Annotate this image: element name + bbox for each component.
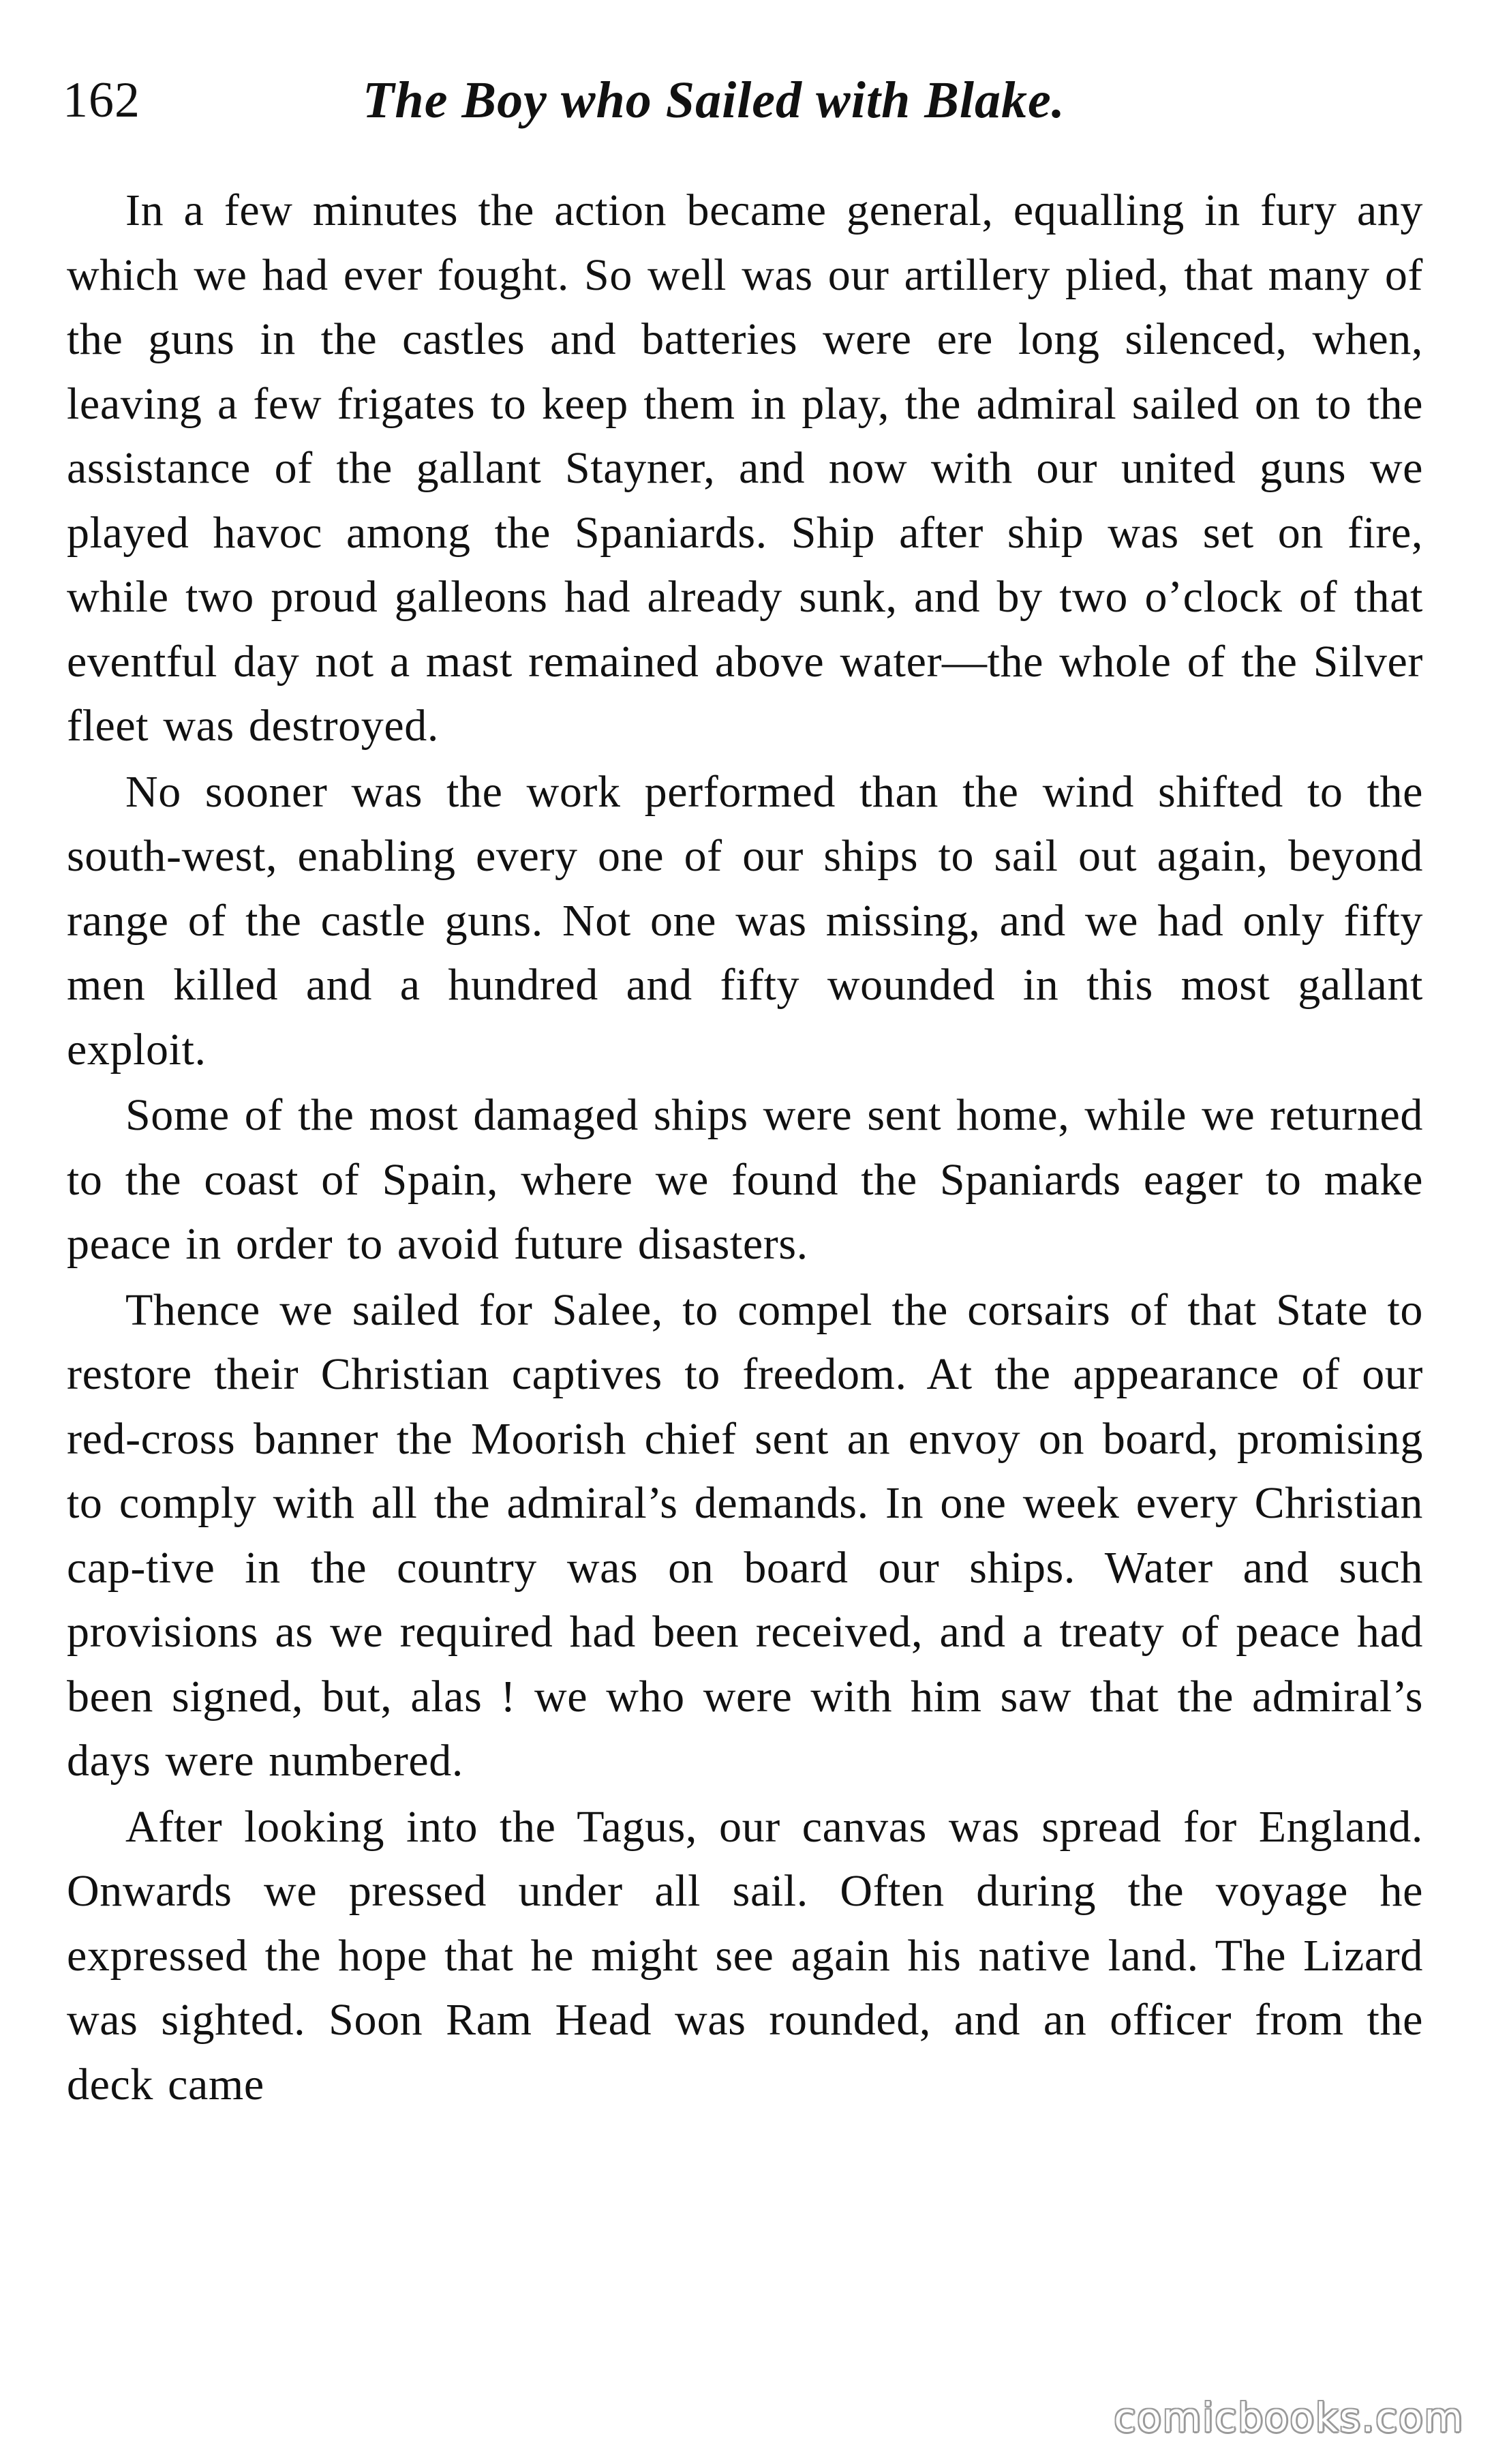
body-text: [67, 179, 1423, 2118]
paragraph: In a few minutes the action became general, equalling in fury any which we had ever fought. So well was our artillery plied, that many of the guns in the castles and batteries were ere long silenced, when, leaving a few frigates to keep them in play, the admiral sailed on to the assistance of the gallant Stayner, and now with our united guns we played havoc among the Spaniards. Ship after ship was set on fire, while two proud galleons had already sunk, and by two o’clock of that eventful day not a mast remained above water—the whole of the Silver fleet was destroyed.: [67, 185, 1423, 751]
paragraph: Thence we sailed for Salee, to compel the corsairs of that State to restore their Christian captives to freedom. At the appearance of our red-cross banner the Moorish chief sent an envoy on board, promising to comply with all the admiral’s demands. In one week every Christian cap-tive in the country was on board our ships. Water and such provisions as we required had been received, and a treaty of peace had been signed, but, alas ! we who were with him saw that the admiral’s days were numbered.: [67, 1284, 1423, 1786]
running-title: The Boy who Sailed with Blake.: [363, 72, 1065, 129]
paragraph: Some of the most damaged ships were sent home, while we returned to the coast of Spain, where we found the Spaniards eager to make peace in order to avoid future disasters.: [67, 1090, 1423, 1269]
paragraph: After looking into the Tagus, our canvas was spread for England. Onwards we pressed under all sail. Often during the voyage he expressed the hope that he might see again his native land. The Lizard was sighted. Soon Ram Head was rounded, and an officer from the deck came: [67, 1801, 1423, 2109]
paragraph: No sooner was the work performed than the wind shifted to the south-west, enabling every one of our ships to sail out again, beyond range of the castle guns. Not one was missing, and we had only fifty men killed and a hundred and fifty wounded in this most gallant exploit.: [67, 766, 1423, 1075]
watermark-text: comicbooks.com: [1114, 2394, 1464, 2441]
page-number: 162: [63, 72, 140, 128]
page-header: [63, 63, 1433, 138]
